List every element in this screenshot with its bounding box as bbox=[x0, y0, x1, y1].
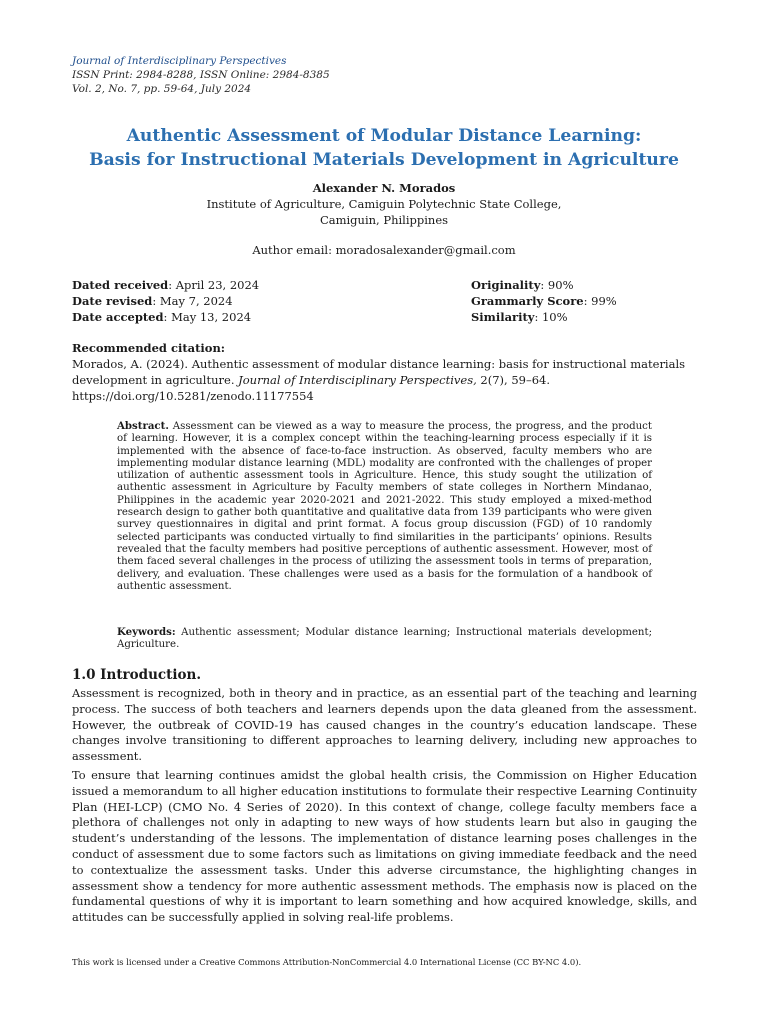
abstract-label: Abstract. bbox=[117, 420, 169, 432]
citation-text bbox=[72, 356, 696, 388]
introduction-paragraph-1: Assessment is recognized, both in theory and in practice, as an essential part of the teaching and learning process. The success of both teachers and learners depends upon the data gleaned from the assessment. However, the outbreak of COVID-19 has caused changes in the country’s education landscape. These changes involve transitioning to different approaches to learning delivery, including new approaches to assessment. bbox=[72, 686, 697, 764]
title-line-1: Authentic Assessment of Modular Distance Learning: bbox=[126, 126, 642, 146]
date-accepted bbox=[72, 309, 259, 325]
dates-block bbox=[72, 277, 259, 325]
license-footer: This work is licensed under a Creative Commons Attribution-NonCommercial 4.0 International License (CC BY-NC 4.0). bbox=[72, 957, 582, 967]
recommended-citation bbox=[72, 340, 696, 404]
originality bbox=[471, 277, 617, 293]
citation-text-before: Morados, A. (2024). Authentic assessment of modular distance learning: basis for instructional materials development in agriculture. bbox=[72, 357, 686, 387]
date-accepted-label: Date accepted bbox=[72, 310, 164, 324]
date-received bbox=[72, 277, 259, 293]
abstract bbox=[117, 420, 652, 593]
originality-value: : 90% bbox=[540, 278, 574, 292]
grammarly-score bbox=[471, 293, 617, 309]
journal-issn: ISSN Print: 2984-8288, ISSN Online: 2984-8385 bbox=[72, 69, 330, 81]
citation-doi-link[interactable]: https://doi.org/10.5281/zenodo.11177554 bbox=[72, 389, 314, 403]
citation-heading: Recommended citation: bbox=[72, 341, 226, 355]
date-received-value: : April 23, 2024 bbox=[168, 278, 260, 292]
metrics-block bbox=[471, 277, 617, 325]
abstract-text: Assessment can be viewed as a way to measure the process, the progress, and the product of learning. However, it is a complex concept within the teaching-learning process especially if it is implemented with the absence of face-to-face instruction. As observed, faculty members who are implementing modular distance learning (MDL) modality are confronted with the challenges of proper utilization of authentic assessment tools in Agriculture. Hence, this study sought the utilization of authentic assessment in Agriculture by Faculty members of state colleges in Northern Mindanao, Philippines in the academic year 2020-2021 and 2021-2022. This study employed a mixed-method research design to gather both quantitative and qualitative data from 139 participants who were given survey questionnaires in digital and print format. A focus group discussion (FGD) of 10 randomly selected participants was conducted virtually to find similarities in the participants’ opinions. Results revealed that the faculty members had positive perceptions of authentic assessment. However, most of them faced several challenges in the process of utilizing the assessment tools in terms of preparation, delivery, and evaluation. These challenges were used as a basis for the formulation of a handbook of authentic assessment. bbox=[117, 421, 652, 592]
date-revised bbox=[72, 293, 259, 309]
title-line-2: Basis for Instructional Materials Development in Agriculture bbox=[89, 150, 679, 170]
author-block bbox=[72, 180, 696, 258]
citation-journal: Journal of Interdisciplinary Perspectives, bbox=[238, 373, 477, 387]
journal-volume: Vol. 2, No. 7, pp. 59-64, July 2024 bbox=[72, 83, 252, 95]
citation-text-after: 2(7), 59–64. bbox=[476, 373, 551, 387]
date-revised-value: : May 7, 2024 bbox=[152, 294, 233, 308]
similarity-value: : 10% bbox=[534, 310, 568, 324]
grammarly-label: Grammarly Score bbox=[471, 294, 584, 308]
author-email: Author email: moradosalexander@gmail.com bbox=[252, 243, 516, 257]
keywords bbox=[117, 626, 652, 652]
keywords-text: Authentic assessment; Modular distance learning; Instructional materials development; Agriculture. bbox=[117, 627, 652, 651]
introduction-paragraph-2: To ensure that learning continues amidst the global health crisis, the Commission on Higher Education issued a memorandum to all higher education institutions to formulate their respective Learning Continuity Plan (HEI-LCP) (CMO No. 4 Series of 2020). In this context of change, college faculty members face a plethora of challenges not only in adapting to new ways of how students learn but also in gauging the student’s understanding of the lessons. The implementation of distance learning poses challenges in the conduct of assessment due to some factors such as limitations on giving immediate feedback and the need to contextualize the assessment tasks. Under this adverse circumstance, the highlighting changes in assessment show a tendency for more authentic assessment methods. The emphasis now is placed on the fundamental questions of why it is important to learn something and how acquired knowledge, skills, and attitudes can be successfully applied in solving real-life problems. bbox=[72, 768, 697, 925]
author-affiliation-2: Camiguin, Philippines bbox=[319, 213, 449, 227]
date-received-label: Dated received bbox=[72, 278, 169, 292]
author-affiliation-1: Institute of Agriculture, Camiguin Polytechnic State College, bbox=[206, 197, 562, 211]
originality-label: Originality bbox=[471, 278, 541, 292]
introduction-heading: 1.0 Introduction. bbox=[72, 667, 202, 683]
date-revised-label: Date revised bbox=[72, 294, 153, 308]
journal-header bbox=[72, 54, 692, 96]
paper-title bbox=[40, 124, 728, 172]
keywords-label: Keywords: bbox=[117, 626, 176, 638]
date-accepted-value: : May 13, 2024 bbox=[163, 310, 252, 324]
similarity-label: Similarity bbox=[471, 310, 535, 324]
similarity bbox=[471, 309, 617, 325]
journal-name: Journal of Interdisciplinary Perspectives bbox=[72, 55, 287, 67]
author-name: Alexander N. Morados bbox=[312, 181, 456, 195]
grammarly-value: : 99% bbox=[583, 294, 617, 308]
